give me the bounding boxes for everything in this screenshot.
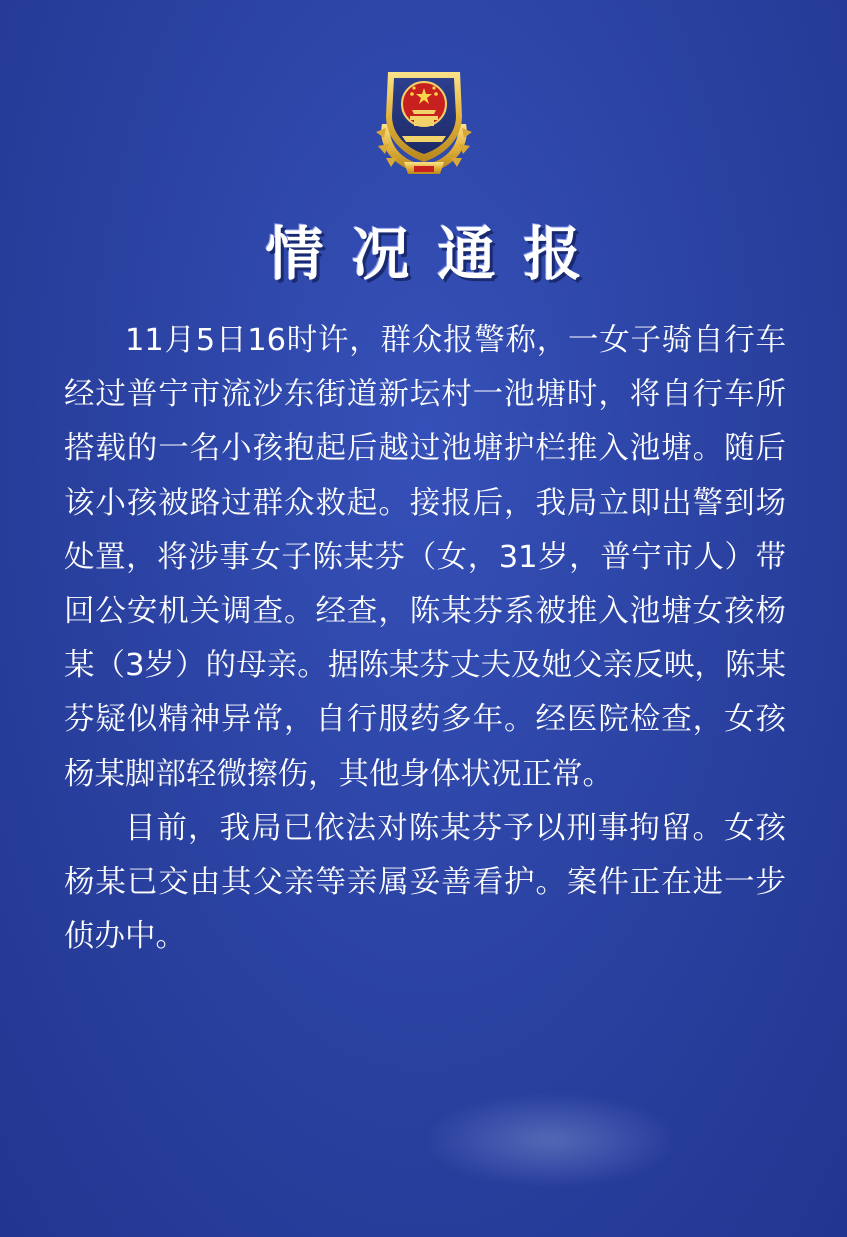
notice-paragraph-1: 11月5日16时许，群众报警称，一女子骑自行车经过普宁市流沙东街道新坛村一池塘时，将自行车所搭载的一名小孩抱起后越过池塘护栏推入池塘。随后该小孩被路过群众救起。接报后，我局立即出警到场处置，将涉事女子陈某芬（女，31岁，普宁市人）带回公安机关调查。经查，陈某芬系被推入池塘女孩杨某（3岁）的母亲。据陈某芬丈夫及她父亲反映，陈某芬疑似精神异常，自行服药多年。经医院检查，女孩杨某脚部轻微擦伤，其他身体状况正常。 [64, 323, 786, 792]
police-emblem-icon [368, 62, 480, 178]
page-title: 情况通报 [265, 220, 610, 288]
notice-body [64, 314, 786, 964]
notice-paragraph-2: 目前，我局已依法对陈某芬予以刑事拘留。女孩杨某已交由其父亲等亲属妥善看护。案件正在进一步侦办中。 [64, 810, 786, 955]
blurred-stamp [430, 1095, 670, 1185]
